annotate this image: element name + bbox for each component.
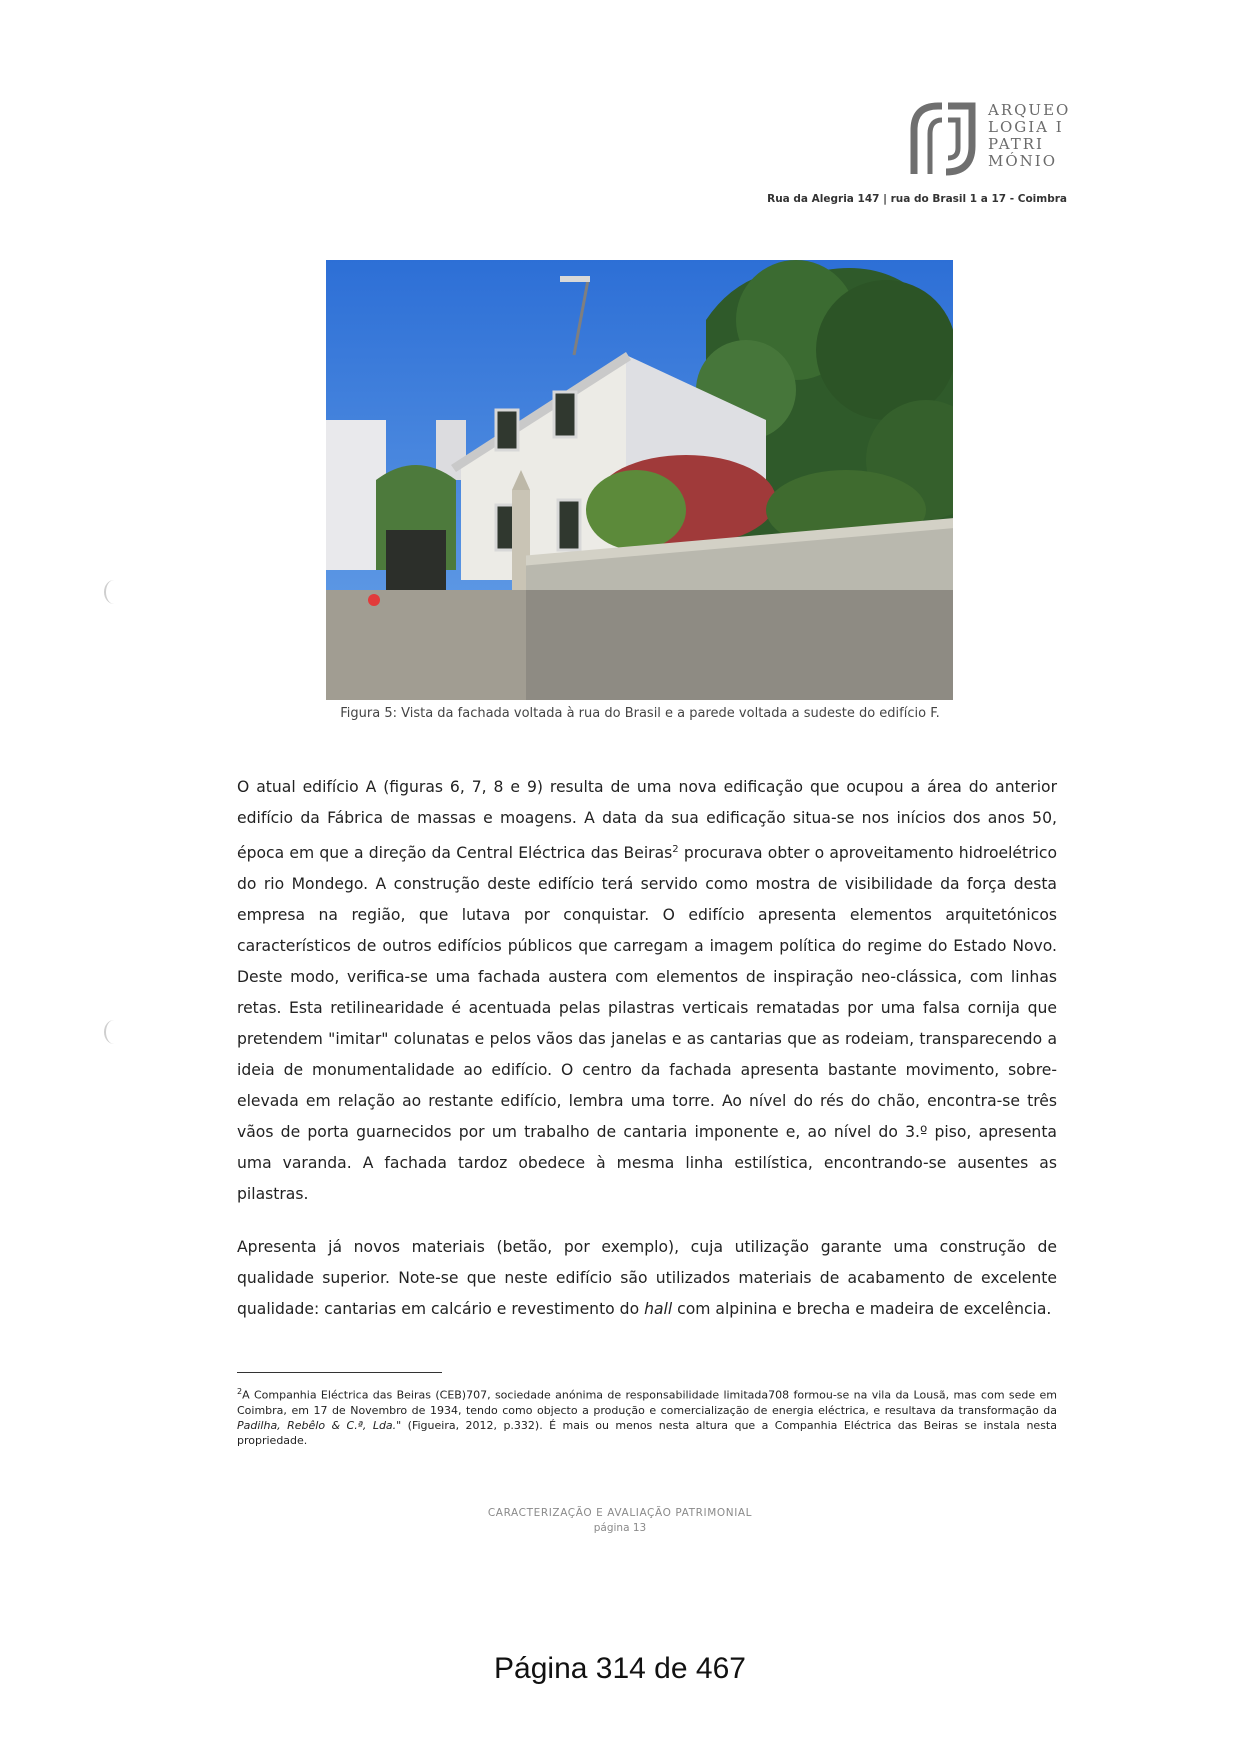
figure-caption: Figura 5: Vista da fachada voltada à rua do Brasil e a parede voltada a sudeste do edifício F. bbox=[340, 706, 940, 721]
footnote bbox=[237, 1384, 1057, 1448]
scan-hole-mark bbox=[104, 580, 124, 604]
paragraph-text: O atual edifício A (figuras 6, 7, 8 e 9) resulta de uma nova edificação que ocupou a área do anterior edifício da Fábrica de massas e moagens. A data da sua edificação situa-se nos inícios dos anos 50, época em que a direção da Central Eléctrica das Beiras bbox=[237, 778, 1057, 863]
logo-line: ARQUEO bbox=[988, 101, 1071, 119]
footer-title: CARACTERIZAÇÃO E AVALIAÇÃO PATRIMONIAL bbox=[487, 1507, 753, 1519]
arqueologia-patrimonio-logo-icon bbox=[908, 100, 978, 176]
body-paragraph bbox=[237, 1232, 1057, 1325]
viewer-page-indicator: Página 314 de 467 bbox=[494, 1652, 746, 1685]
footer-page-number: página 13 bbox=[593, 1522, 647, 1534]
paragraph-text: Apresenta já novos materiais (betão, por exemplo), cuja utilização garante uma construção de qualidade superior. Note-se que neste edifício são utilizados materiais de acabamento de excelente qualidade: cantarias em calcário e revestimento do bbox=[237, 1238, 1057, 1318]
footnote-italic: Padilha, Rebêlo & C.ª, Lda. bbox=[237, 1418, 397, 1432]
footnote-marker: 2 bbox=[237, 1387, 243, 1396]
logo-wordmark bbox=[988, 102, 1070, 170]
header-address: Rua da Alegria 147 | rua do Brasil 1 a 17 - Coimbra bbox=[767, 193, 1067, 205]
paragraph-text: com alpinina e brecha e madeira de excelência. bbox=[672, 1300, 1052, 1318]
scan-hole-mark bbox=[104, 1020, 124, 1044]
logo-line: MÓNIO bbox=[988, 152, 1058, 170]
building-photo bbox=[326, 260, 953, 700]
italic-term: hall bbox=[644, 1300, 673, 1318]
footnote-divider bbox=[237, 1372, 442, 1373]
logo bbox=[908, 100, 1071, 176]
footnote-text: " (Figueira, 2012, p.332). É mais ou menos nesta altura que a Companhia Eléctrica das Beiras se instala nesta propriedade. bbox=[237, 1418, 1057, 1447]
footnote-reference[interactable]: 2 bbox=[672, 844, 679, 855]
logo-line: LOGIA I bbox=[988, 118, 1064, 136]
paragraph-text: procurava obter o aproveitamento hidroelétrico do rio Mondego. A construção deste edifício terá servido como mostra de visibilidade da força desta empresa na região, que lutava por conquistar. O edifício apresenta elementos arquitetónicos característicos de outros edifícios públicos que carregam a imagem política do regime do Estado Novo. Deste modo, verifica-se uma fachada austera com elementos de inspiração neo-clássica, com linhas retas. Esta retilinearidade é acentuada pelas pilastras verticais rematadas por uma falsa cornija que pretendem "imitar" colunatas e pelos vãos das janelas e as cantarias que as rodeiam, transparecendo a ideia de monumentalidade ao edifício. O centro da fachada apresenta bastante movimento, sobre-elevada em relação ao restante edifício, lembra uma torre. Ao nível do rés do chão, encontra-se três vãos de porta guarnecidos por um trabalho de cantaria imponente e, ao nível do 3.º piso, apresenta uma varanda. A fachada tardoz obedece à mesma linha estilística, encontrando-se ausentes as pilastras. bbox=[237, 844, 1057, 1204]
body-paragraph bbox=[237, 772, 1057, 1210]
footnote-text: A Companhia Eléctrica das Beiras (CEB)707, sociedade anónima de responsabilidade limitada708 formou-se na vila da Lousã, mas com sede em Coimbra, em 17 de Novembro de 1934, tendo como objecto a produção e comercialização de energia eléctrica, e resultava da transformação da bbox=[237, 1388, 1057, 1417]
logo-line: PATRI bbox=[988, 135, 1044, 153]
